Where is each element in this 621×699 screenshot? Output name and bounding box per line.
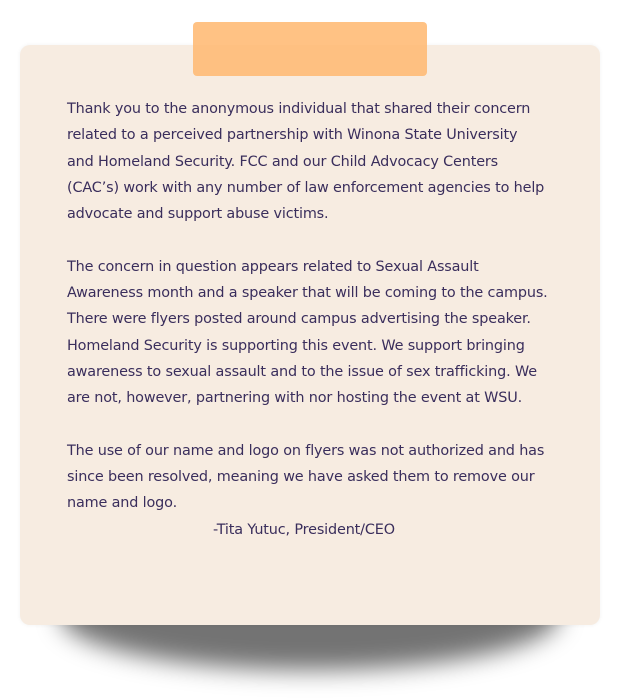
line: are not, however, partnering with nor hosting the event at WSU. [67,390,522,407]
line: (CAC’s) work with any number of law enforcement agencies to help [67,179,545,196]
paragraph-2 [67,254,562,412]
paragraph-3 [67,438,562,517]
line: Thank you to the anonymous individual that shared their concern [67,101,531,117]
line: Awareness month and a speaker that will be coming to the campus. [67,285,548,302]
line: Homeland Security is supporting this event. We support bringing [67,337,525,354]
line: related to a perceived partnership with Winona State University [67,127,518,144]
tape-strip [193,22,427,76]
signature: -Tita Yutuc, President/CEO [213,521,395,538]
note-body [67,96,562,543]
paragraph-1 [67,96,562,227]
line: and Homeland Security. FCC and our Child Advocacy Centers [67,153,499,170]
line: since been resolved, meaning we have asked them to remove our [67,469,535,486]
line: The concern in question appears related to Sexual Assault [67,258,479,275]
line: name and logo. [67,495,177,512]
line: There were flyers posted around campus advertising the speaker. [67,311,531,328]
line: awareness to sexual assault and to the issue of sex trafficking. We [67,363,537,380]
line: advocate and support abuse victims. [67,206,329,223]
line: The use of our name and logo on flyers was not authorized and has [67,442,545,459]
